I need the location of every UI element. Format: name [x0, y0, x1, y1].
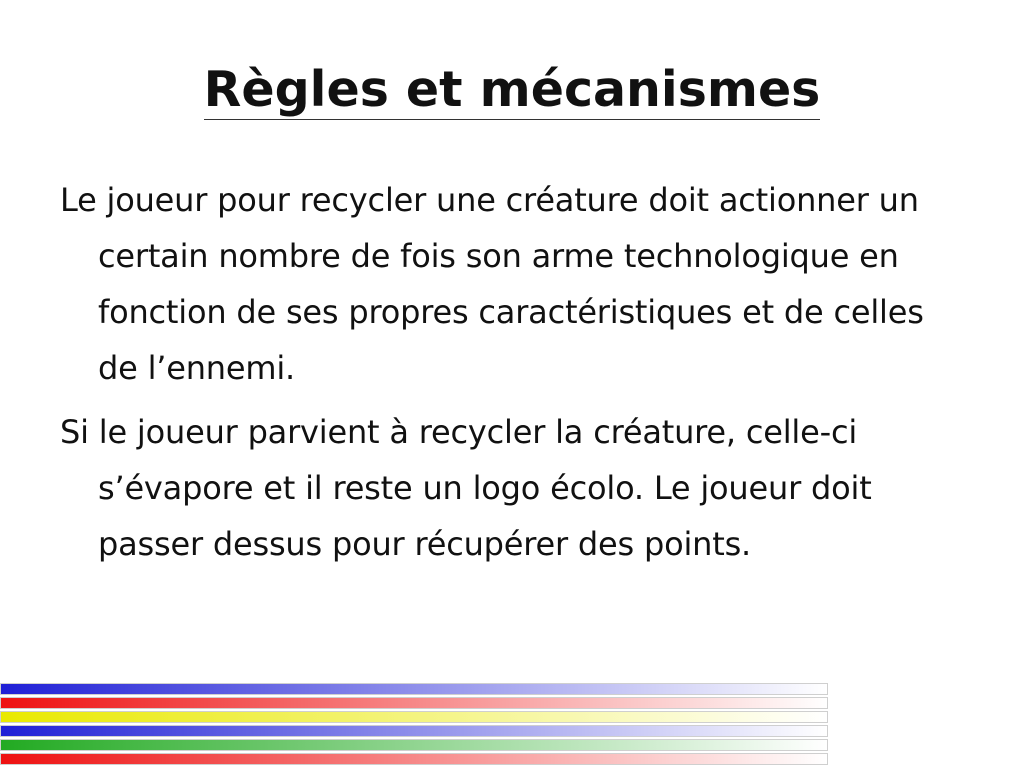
- decorative-stripes: [0, 683, 828, 767]
- stripe-red-1: [0, 697, 828, 709]
- stripe-yellow: [0, 711, 828, 723]
- stripe-blue-1: [0, 683, 828, 695]
- slide-title: [0, 62, 1024, 118]
- stripe-red-2: [0, 753, 828, 765]
- stripe-green: [0, 739, 828, 751]
- slide-title-text: Règles et mécanismes: [203, 61, 821, 118]
- slide-body: [60, 172, 965, 580]
- body-paragraph-2: Si le joueur parvient à recycler la créature, celle-ci s’évapore et il reste un logo écolo. Le joueur doit passer dessus pour récupérer des points.: [60, 413, 872, 563]
- body-paragraph-1: Le joueur pour recycler une créature doit actionner un certain nombre de fois son arme technologique en fonction de ses propres caractéristiques et de celles de l’ennemi.: [60, 181, 924, 387]
- stripe-blue-2: [0, 725, 828, 737]
